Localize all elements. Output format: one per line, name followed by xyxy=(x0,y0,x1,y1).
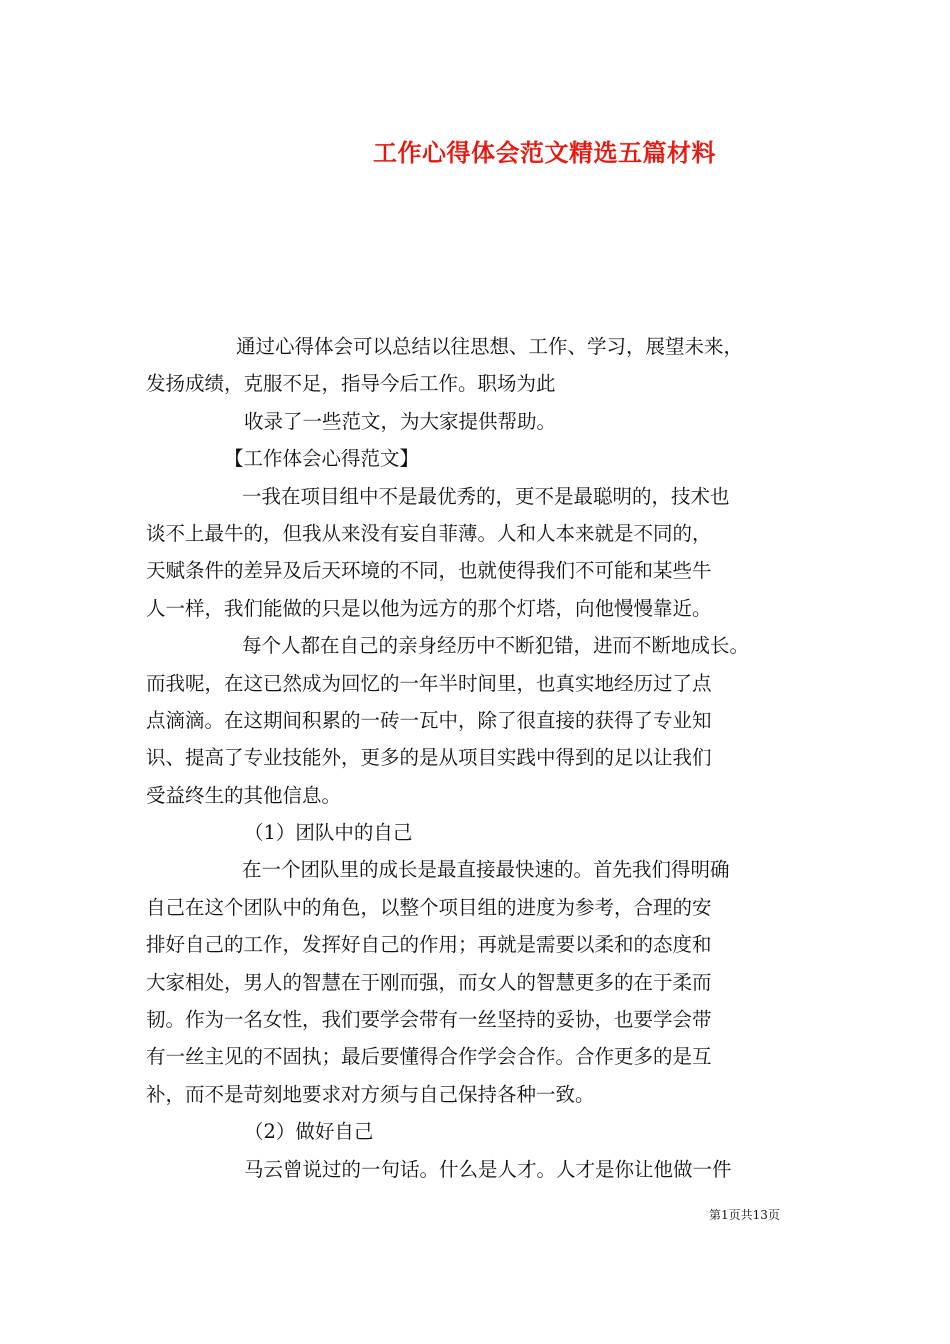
page-footer: 第1页共13页 xyxy=(709,1208,780,1222)
paragraph-line: 发扬成绩，克服不足，指导今后工作。职场为此 xyxy=(146,372,556,396)
paragraph-line: 在一个团队里的成长是最直接最快速的。首先我们得明确 xyxy=(242,858,730,882)
document-body xyxy=(146,328,814,1188)
paragraph-line: 每个人都在自己的亲身经历中不断犯错，进而不断地成长。 xyxy=(242,634,750,658)
paragraph-line: 自己在这个团队中的角色，以整个项目组的进度为参考，合理的安 xyxy=(146,895,712,919)
paragraph-line: 点滴滴。在这期间积累的一砖一瓦中，除了很直接的获得了专业知 xyxy=(146,708,712,732)
paragraph-line: 大家相处，男人的智慧在于刚而强，而女人的智慧更多的在于柔而 xyxy=(146,970,712,994)
document-title: 工作心得体会范文精选五篇材料 xyxy=(373,138,716,167)
paragraph-line: 受益终生的其他信息。 xyxy=(146,783,342,807)
paragraph-line: （1）团队中的自己 xyxy=(244,821,413,845)
paragraph-line: 识、提高了专业技能外，更多的是从项目实践中得到的足以让我们 xyxy=(146,746,712,770)
paragraph-line: 而我呢，在这已然成为回忆的一年半时间里，也真实地经历过了点 xyxy=(146,671,712,695)
paragraph-line: 韧。作为一名女性，我们要学会带有一丝坚持的妥协，也要学会带 xyxy=(146,1008,712,1032)
paragraph-line: 通过心得体会可以总结以往思想、工作、学习，展望未来， xyxy=(236,335,744,358)
paragraph-line: 有一丝主见的不固执；最后要懂得合作学会合作。合作更多的是互 xyxy=(146,1045,712,1069)
paragraph-line: （2）做好自己 xyxy=(244,1120,374,1144)
paragraph-line: 马云曾说过的一句话。什么是人才。人才是你让他做一件 xyxy=(244,1157,732,1181)
paragraph-line: 谈不上最牛的，但我从来没有妄自菲薄。人和人本来就是不同的， xyxy=(146,521,712,545)
paragraph-line: 人一样，我们能做的只是以他为远方的那个灯塔，向他慢慢靠近。 xyxy=(146,596,712,620)
paragraph-line: 排好自己的工作，发挥好自己的作用；再就是需要以柔和的态度和 xyxy=(146,933,712,957)
paragraph-line: 【工作体会心得范文】 xyxy=(224,447,420,471)
paragraph-line: 补，而不是苛刻地要求对方须与自己保持各种一致。 xyxy=(146,1082,595,1106)
paragraph-line: 一我在项目组中不是最优秀的，更不是最聪明的，技术也 xyxy=(242,484,730,508)
paragraph-line: 收录了一些范文，为大家提供帮助。 xyxy=(244,409,557,433)
paragraph-line: 天赋条件的差异及后天环境的不同，也就使得我们不可能和某些牛 xyxy=(146,559,712,583)
